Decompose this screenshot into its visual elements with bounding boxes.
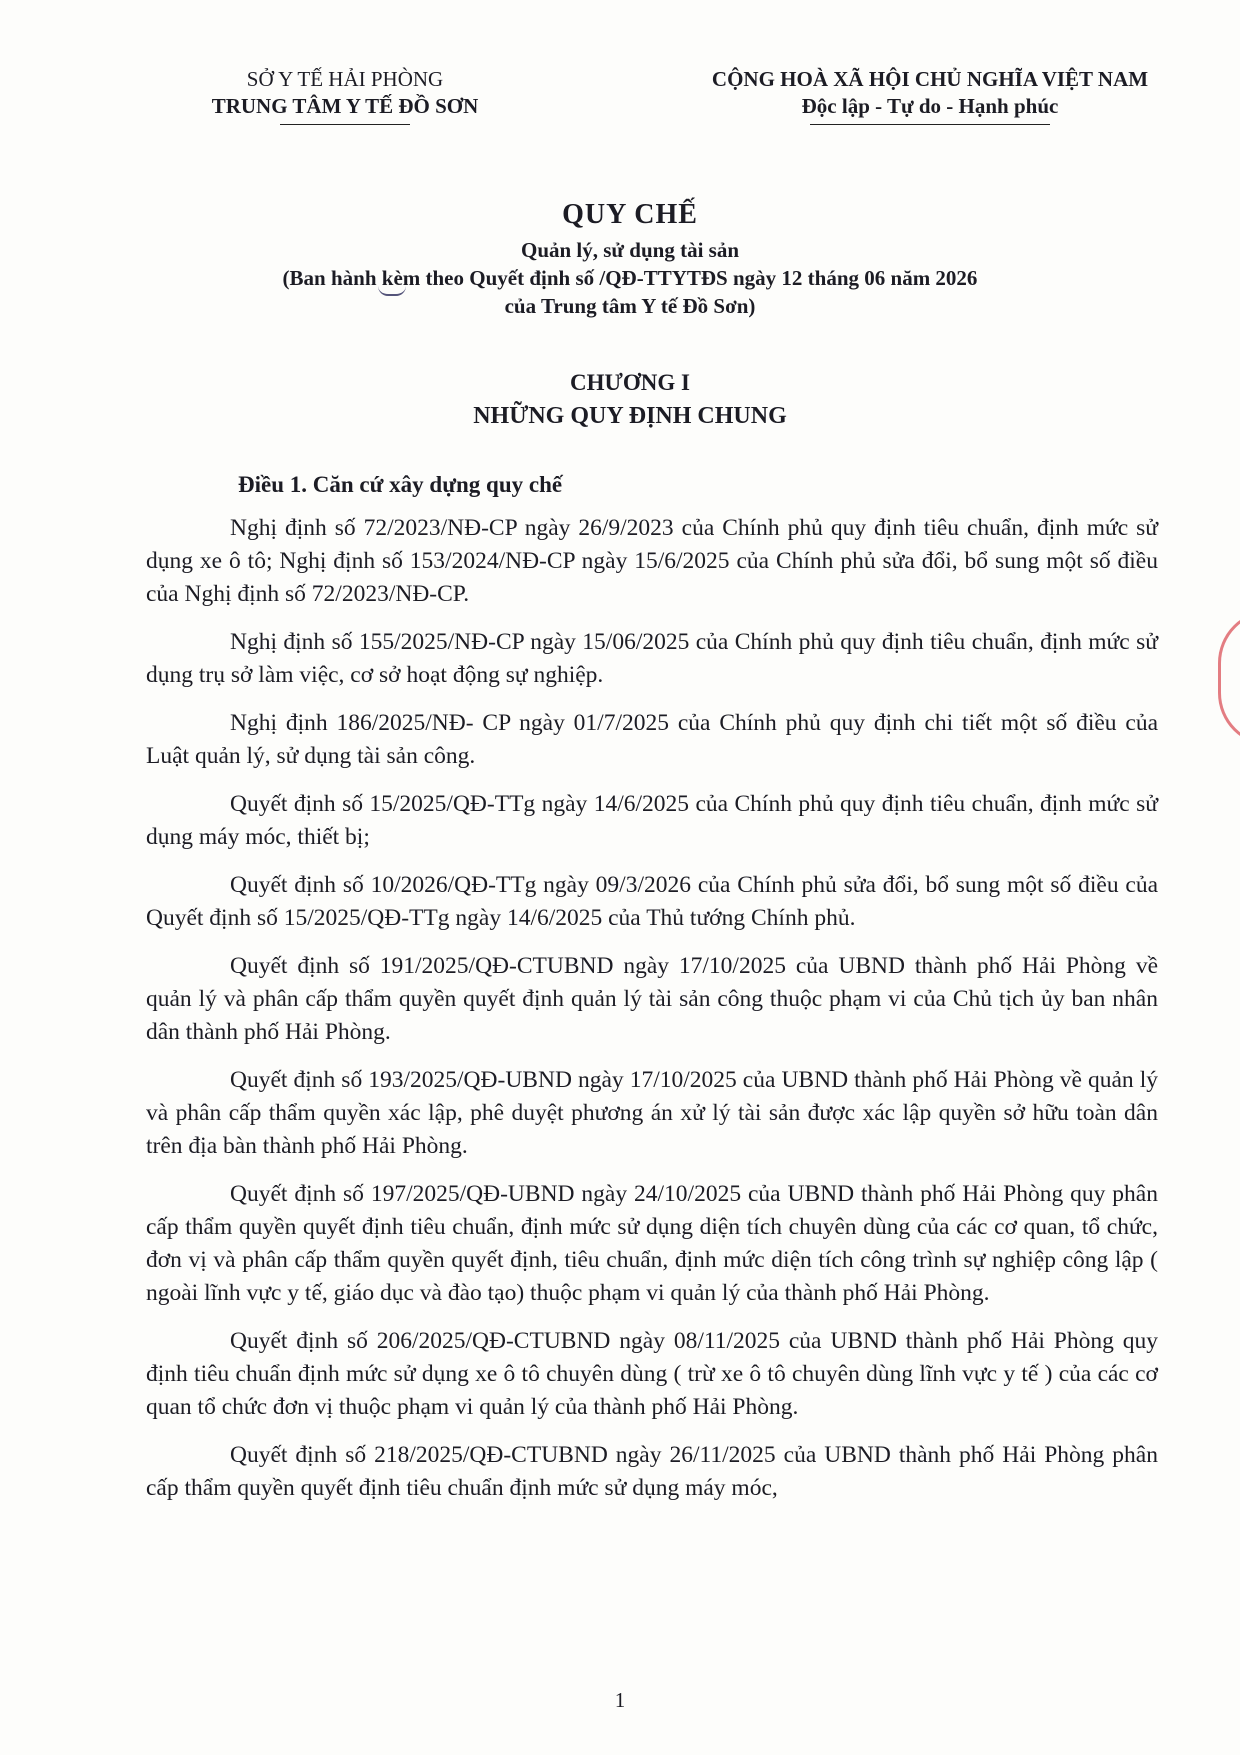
paragraph: Quyết định số 218/2025/QĐ-CTUBND ngày 26/11/2025 của UBND thành phố Hải Phòng phân cấp thẩm quyền quyết định tiêu chuẩn định mức sử dụng máy móc, [146,1442,1158,1501]
chapter-name: NHỮNG QUY ĐỊNH CHUNG [473,403,787,429]
paragraph: Quyết định số 191/2025/QĐ-CTUBND ngày 17/10/2025 của UBND thành phố Hải Phòng về quản lý và phân cấp thẩm quyền quyết định quản lý tài sản công thuộc phạm vi của Chủ tịch ủy ban nhân dân thành phố Hải Phòng. [146,953,1158,1045]
article-body [146,512,1158,1520]
national-title: CỘNG HOÀ XÃ HỘI CHỦ NGHĨA VIỆT NAM [711,67,1149,91]
agency-underline [280,124,410,125]
national-motto: Độc lập - Tự do - Hạnh phúc [801,94,1059,118]
issuing-agency: TRUNG TÂM Y TẾ ĐỒ SƠN [211,94,479,118]
motto-underline [810,124,1050,125]
document-title-block [130,198,1130,320]
paragraph: Quyết định số 206/2025/QĐ-CTUBND ngày 08/11/2025 của UBND thành phố Hải Phòng quy định tiêu chuẩn định mức sử dụng xe ô tô chuyên dùng ( trừ xe ô tô chuyên dùng lĩnh vực y tế ) của các cơ quan tổ chức đơn vị thuộc phạm vi quản lý của thành phố Hải Phòng. [146,1328,1158,1420]
paragraph: Quyết định số 197/2025/QĐ-UBND ngày 24/10/2025 của UBND thành phố Hải Phòng quy phân cấp thẩm quyền quyết định tiêu chuẩn, định mức sử dụng diện tích chuyên dùng của các cơ quan, tổ chức, đơn vị và phân cấp thẩm quyền quyết định, tiêu chuẩn, định mức diện tích công trình sự nghiệp công lập ( ngoài lĩnh vực y tế, giáo dục và đào tạo) thuộc phạm vi quản lý của thành phố Hải Phòng. [146,1181,1158,1306]
paragraph: Nghị định 186/2025/NĐ- CP ngày 01/7/2025 của Chính phủ quy định chi tiết một số điều của Luật quản lý, sử dụng tài sản công. [146,710,1158,769]
red-stamp-edge [1218,610,1240,746]
paragraph: Nghị định số 72/2023/NĐ-CP ngày 26/9/2023 của Chính phủ quy định tiêu chuẩn, định mức sử dụng xe ô tô; Nghị định số 153/2024/NĐ-CP ngày 15/6/2025 của Chính phủ sửa đổi, bổ sung một số điều của Nghị định số 72/2023/NĐ-CP. [146,515,1158,607]
paragraph: Quyết định số 15/2025/QĐ-TTg ngày 14/6/2025 của Chính phủ quy định tiêu chuẩn, định mức sử dụng máy móc, thiết bị; [146,791,1158,850]
paragraph: Quyết định số 10/2026/QĐ-TTg ngày 09/3/2026 của Chính phủ sửa đổi, bổ sung một số điều của Quyết định số 15/2025/QĐ-TTg ngày 14/6/2025 của Thủ tướng Chính phủ. [146,872,1158,931]
document-title: QUY CHẾ [562,199,698,230]
paragraph: Quyết định số 193/2025/QĐ-UBND ngày 17/10/2025 của UBND thành phố Hải Phòng về quản lý và phân cấp thẩm quyền xác lập, phê duyệt phương án xử lý tài sản được xác lập quyền sở hữu toàn dân trên địa bàn thành phố Hải Phòng. [146,1067,1158,1159]
issuance-line: (Ban hành kèm theo Quyết định số /QĐ-TTYTĐS ngày 12 tháng 06 năm 2026 [282,266,978,290]
issuer-line: của Trung tâm Y tế Đồ Sơn) [504,294,756,318]
chapter-heading [130,368,1130,432]
chapter-number: CHƯƠNG I [570,370,690,395]
page-number: 1 [614,1688,626,1712]
national-header [660,66,1200,125]
document-subtitle: Quản lý, sử dụng tài sản [520,238,740,262]
agency-header [150,66,540,125]
paragraph: Nghị định số 155/2025/NĐ-CP ngày 15/06/2025 của Chính phủ quy định tiêu chuẩn, định mức sử dụng trụ sở làm việc, cơ sở hoạt động sự nghiệp. [146,629,1158,688]
parent-agency: SỞ Y TẾ HẢI PHÒNG [246,67,444,91]
handwritten-number-mark [378,276,406,296]
article-heading: Điều 1. Căn cứ xây dựng quy chế [238,472,563,497]
